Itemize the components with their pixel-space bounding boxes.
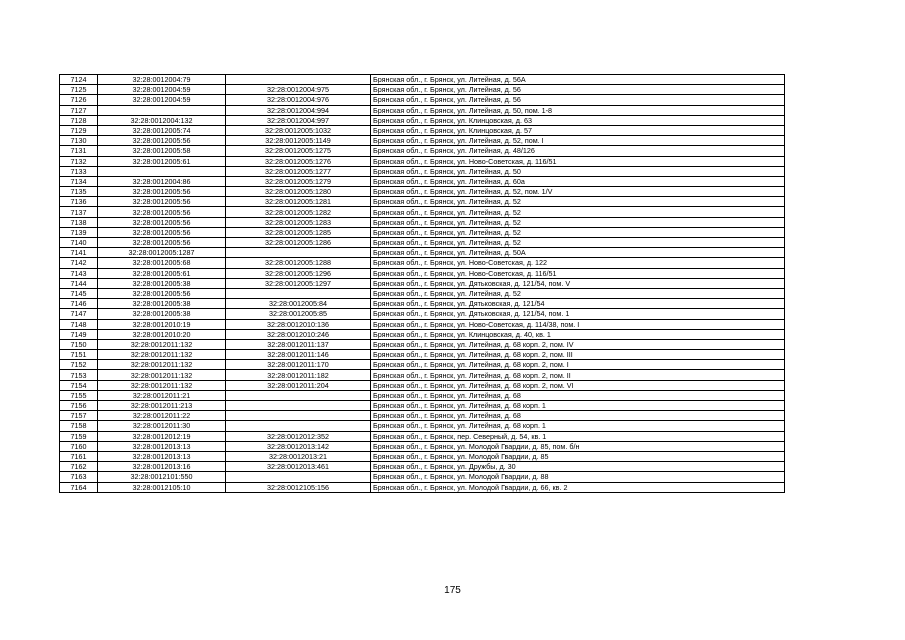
object-cadastral-number-cell: 32:28:0012005:1032 <box>226 125 371 135</box>
address-cell: Брянская обл., г. Брянск, ул. Ново-Советская, д. 114/38, пом. I <box>371 319 785 329</box>
object-cadastral-number-cell: 32:28:0012011:137 <box>226 339 371 349</box>
address-cell: Брянская обл., г. Брянск, ул. Литейная, д. 68 корп. 2, пом. VI <box>371 380 785 390</box>
address-cell: Брянская обл., г. Брянск, ул. Дятьковская, д. 121/54, пом. V <box>371 278 785 288</box>
cadastral-number-cell: 32:28:0012011:132 <box>98 339 226 349</box>
row-number-cell: 7164 <box>60 482 98 492</box>
table-row <box>60 105 785 115</box>
row-number-cell: 7143 <box>60 268 98 278</box>
address-cell: Брянская обл., г. Брянск, ул. Литейная, д. 68 корп. 2, пом. II <box>371 370 785 380</box>
table-row <box>60 309 785 319</box>
cadastral-number-cell: 32:28:0012005:68 <box>98 258 226 268</box>
cadastral-number-cell: 32:28:0012005:58 <box>98 146 226 156</box>
object-cadastral-number-cell: 32:28:0012011:146 <box>226 350 371 360</box>
cadastral-number-cell: 32:28:0012005:56 <box>98 238 226 248</box>
cadastral-number-cell: 32:28:0012013:16 <box>98 462 226 472</box>
table-row <box>60 248 785 258</box>
address-cell: Брянская обл., г. Брянск, ул. Литейная, д. 68 корп. 1 <box>371 401 785 411</box>
object-cadastral-number-cell: 32:28:0012005:1297 <box>226 278 371 288</box>
table-row <box>60 288 785 298</box>
row-number-cell: 7155 <box>60 390 98 400</box>
row-number-cell: 7137 <box>60 207 98 217</box>
object-cadastral-number-cell <box>226 75 371 85</box>
registry-table <box>59 74 785 493</box>
object-cadastral-number-cell: 32:28:0012011:204 <box>226 380 371 390</box>
cadastral-number-cell: 32:28:0012005:1287 <box>98 248 226 258</box>
table-row <box>60 482 785 492</box>
cadastral-number-cell: 32:28:0012011:132 <box>98 370 226 380</box>
table-row <box>60 411 785 421</box>
cadastral-number-cell: 32:28:0012005:56 <box>98 207 226 217</box>
table-row <box>60 299 785 309</box>
address-cell: Брянская обл., г. Брянск, ул. Литейная, д. 60а <box>371 176 785 186</box>
address-cell: Брянская обл., г. Брянск, ул. Ново-Советская, д. 116/51 <box>371 156 785 166</box>
address-cell: Брянская обл., г. Брянск, ул. Литейная, д. 50, пом. 1-8 <box>371 105 785 115</box>
address-cell: Брянская обл., г. Брянск, ул. Литейная, д. 48/126 <box>371 146 785 156</box>
row-number-cell: 7148 <box>60 319 98 329</box>
object-cadastral-number-cell: 32:28:0012005:1149 <box>226 136 371 146</box>
address-cell: Брянская обл., г. Брянск, ул. Литейная, д. 56 <box>371 95 785 105</box>
address-cell: Брянская обл., г. Брянск, ул. Литейная, д. 68 корп. 2, пом. III <box>371 350 785 360</box>
cadastral-number-cell: 32:28:0012010:19 <box>98 319 226 329</box>
table-row <box>60 187 785 197</box>
object-cadastral-number-cell <box>226 472 371 482</box>
object-cadastral-number-cell: 32:28:0012005:1283 <box>226 217 371 227</box>
object-cadastral-number-cell <box>226 390 371 400</box>
object-cadastral-number-cell: 32:28:0012005:1286 <box>226 238 371 248</box>
address-cell: Брянская обл., г. Брянск, ул. Литейная, д. 56А <box>371 75 785 85</box>
row-number-cell: 7126 <box>60 95 98 105</box>
cadastral-number-cell: 32:28:0012011:22 <box>98 411 226 421</box>
cadastral-number-cell: 32:28:0012013:13 <box>98 451 226 461</box>
cadastral-number-cell <box>98 166 226 176</box>
row-number-cell: 7161 <box>60 451 98 461</box>
row-number-cell: 7135 <box>60 187 98 197</box>
cadastral-number-cell: 32:28:0012005:38 <box>98 309 226 319</box>
row-number-cell: 7136 <box>60 197 98 207</box>
object-cadastral-number-cell <box>226 411 371 421</box>
table-row <box>60 258 785 268</box>
row-number-cell: 7159 <box>60 431 98 441</box>
address-cell: Брянская обл., г. Брянск, ул. Клинцовская, д. 63 <box>371 115 785 125</box>
cadastral-number-cell: 32:28:0012012:19 <box>98 431 226 441</box>
row-number-cell: 7149 <box>60 329 98 339</box>
object-cadastral-number-cell: 32:28:0012013:461 <box>226 462 371 472</box>
object-cadastral-number-cell: 32:28:0012005:1288 <box>226 258 371 268</box>
object-cadastral-number-cell: 32:28:0012005:1276 <box>226 156 371 166</box>
row-number-cell: 7151 <box>60 350 98 360</box>
address-cell: Брянская обл., г. Брянск, ул. Литейная, д. 50А <box>371 248 785 258</box>
cadastral-number-cell <box>98 105 226 115</box>
address-cell: Брянская обл., г. Брянск, ул. Дятьковская, д. 121/54 <box>371 299 785 309</box>
address-cell: Брянская обл., г. Брянск, ул. Литейная, д. 68 корп. 2, пом. IV <box>371 339 785 349</box>
row-number-cell: 7138 <box>60 217 98 227</box>
cadastral-number-cell: 32:28:0012005:74 <box>98 125 226 135</box>
cadastral-number-cell: 32:28:0012005:56 <box>98 197 226 207</box>
table-row <box>60 278 785 288</box>
object-cadastral-number-cell: 32:28:0012011:170 <box>226 360 371 370</box>
table-row <box>60 85 785 95</box>
object-cadastral-number-cell: 32:28:0012005:1279 <box>226 176 371 186</box>
row-number-cell: 7157 <box>60 411 98 421</box>
cadastral-number-cell: 32:28:0012005:56 <box>98 227 226 237</box>
row-number-cell: 7146 <box>60 299 98 309</box>
page-number: 175 <box>444 585 461 596</box>
table-row <box>60 390 785 400</box>
table-row <box>60 115 785 125</box>
table-row <box>60 207 785 217</box>
row-number-cell: 7125 <box>60 85 98 95</box>
row-number-cell: 7141 <box>60 248 98 258</box>
address-cell: Брянская обл., г. Брянск, ул. Литейная, д. 52 <box>371 207 785 217</box>
cadastral-number-cell: 32:28:0012011:132 <box>98 350 226 360</box>
object-cadastral-number-cell: 32:28:0012005:85 <box>226 309 371 319</box>
table-row <box>60 451 785 461</box>
address-cell: Брянская обл., г. Брянск, ул. Литейная, д. 52, пом. 1/V <box>371 187 785 197</box>
cadastral-number-cell: 32:28:0012005:56 <box>98 187 226 197</box>
address-cell: Брянская обл., г. Брянск, ул. Литейная, д. 50 <box>371 166 785 176</box>
table-row <box>60 401 785 411</box>
table-row <box>60 360 785 370</box>
address-cell: Брянская обл., г. Брянск, ул. Молодой Гвардии, д. 66, кв. 2 <box>371 482 785 492</box>
object-cadastral-number-cell: 32:28:0012004:975 <box>226 85 371 95</box>
cadastral-number-cell: 32:28:0012004:79 <box>98 75 226 85</box>
cadastral-number-cell: 32:28:0012005:56 <box>98 136 226 146</box>
row-number-cell: 7144 <box>60 278 98 288</box>
object-cadastral-number-cell: 32:28:0012010:136 <box>226 319 371 329</box>
object-cadastral-number-cell <box>226 421 371 431</box>
row-number-cell: 7132 <box>60 156 98 166</box>
table-row <box>60 370 785 380</box>
address-cell: Брянская обл., г. Брянск, ул. Клинцовская, д. 40, кв. 1 <box>371 329 785 339</box>
row-number-cell: 7139 <box>60 227 98 237</box>
table-row <box>60 238 785 248</box>
table-row <box>60 472 785 482</box>
object-cadastral-number-cell <box>226 248 371 258</box>
address-cell: Брянская обл., г. Брянск, ул. Молодой Гвардии, д. 85, пом. б/н <box>371 441 785 451</box>
row-number-cell: 7156 <box>60 401 98 411</box>
address-cell: Брянская обл., г. Брянск, ул. Дятьковская, д. 121/54, пом. 1 <box>371 309 785 319</box>
row-number-cell: 7147 <box>60 309 98 319</box>
address-cell: Брянская обл., г. Брянск, ул. Ново-Советская, д. 122 <box>371 258 785 268</box>
address-cell: Брянская обл., г. Брянск, ул. Литейная, д. 52 <box>371 238 785 248</box>
table-row <box>60 268 785 278</box>
row-number-cell: 7133 <box>60 166 98 176</box>
table-row <box>60 125 785 135</box>
row-number-cell: 7153 <box>60 370 98 380</box>
row-number-cell: 7163 <box>60 472 98 482</box>
cadastral-number-cell: 32:28:0012005:56 <box>98 217 226 227</box>
table-row <box>60 431 785 441</box>
row-number-cell: 7152 <box>60 360 98 370</box>
cadastral-number-cell: 32:28:0012005:38 <box>98 278 226 288</box>
table-row <box>60 197 785 207</box>
cadastral-number-cell: 32:28:0012005:61 <box>98 156 226 166</box>
address-cell: Брянская обл., г. Брянск, ул. Ново-Советская, д. 116/51 <box>371 268 785 278</box>
row-number-cell: 7124 <box>60 75 98 85</box>
table-row <box>60 227 785 237</box>
cadastral-number-cell: 32:28:0012005:38 <box>98 299 226 309</box>
object-cadastral-number-cell: 32:28:0012005:1280 <box>226 187 371 197</box>
object-cadastral-number-cell: 32:28:0012005:1282 <box>226 207 371 217</box>
row-number-cell: 7142 <box>60 258 98 268</box>
address-cell: Брянская обл., г. Брянск, пер. Северный, д. 54, кв. 1 <box>371 431 785 441</box>
registry-table-body <box>60 75 785 493</box>
table-row <box>60 350 785 360</box>
object-cadastral-number-cell: 32:28:0012012:352 <box>226 431 371 441</box>
row-number-cell: 7134 <box>60 176 98 186</box>
address-cell: Брянская обл., г. Брянск, ул. Литейная, д. 52 <box>371 217 785 227</box>
cadastral-number-cell: 32:28:0012005:56 <box>98 288 226 298</box>
object-cadastral-number-cell: 32:28:0012005:84 <box>226 299 371 309</box>
cadastral-number-cell: 32:28:0012011:30 <box>98 421 226 431</box>
object-cadastral-number-cell: 32:28:0012005:1275 <box>226 146 371 156</box>
cadastral-number-cell: 32:28:0012004:132 <box>98 115 226 125</box>
object-cadastral-number-cell: 32:28:0012005:1285 <box>226 227 371 237</box>
object-cadastral-number-cell: 32:28:0012011:182 <box>226 370 371 380</box>
row-number-cell: 7154 <box>60 380 98 390</box>
object-cadastral-number-cell: 32:28:0012013:142 <box>226 441 371 451</box>
row-number-cell: 7150 <box>60 339 98 349</box>
address-cell: Брянская обл., г. Брянск, ул. Литейная, д. 68 <box>371 390 785 400</box>
address-cell: Брянская обл., г. Брянск, ул. Литейная, д. 56 <box>371 85 785 95</box>
object-cadastral-number-cell <box>226 288 371 298</box>
cadastral-number-cell: 32:28:0012101:550 <box>98 472 226 482</box>
row-number-cell: 7129 <box>60 125 98 135</box>
object-cadastral-number-cell: 32:28:0012013:21 <box>226 451 371 461</box>
cadastral-number-cell: 32:28:0012004:59 <box>98 95 226 105</box>
table-row <box>60 176 785 186</box>
object-cadastral-number-cell: 32:28:0012004:994 <box>226 105 371 115</box>
cadastral-number-cell: 32:28:0012010:20 <box>98 329 226 339</box>
cadastral-number-cell: 32:28:0012011:132 <box>98 380 226 390</box>
object-cadastral-number-cell: 32:28:0012005:1277 <box>226 166 371 176</box>
cadastral-number-cell: 32:28:0012013:13 <box>98 441 226 451</box>
address-cell: Брянская обл., г. Брянск, ул. Литейная, д. 68 корп. 1 <box>371 421 785 431</box>
cadastral-number-cell: 32:28:0012011:213 <box>98 401 226 411</box>
address-cell: Брянская обл., г. Брянск, ул. Литейная, д. 52 <box>371 227 785 237</box>
address-cell: Брянская обл., г. Брянск, ул. Литейная, д. 68 <box>371 411 785 421</box>
table-row <box>60 339 785 349</box>
object-cadastral-number-cell: 32:28:0012005:1296 <box>226 268 371 278</box>
cadastral-number-cell: 32:28:0012004:59 <box>98 85 226 95</box>
table-row <box>60 136 785 146</box>
address-cell: Брянская обл., г. Брянск, ул. Клинцовская, д. 57 <box>371 125 785 135</box>
row-number-cell: 7162 <box>60 462 98 472</box>
address-cell: Брянская обл., г. Брянск, ул. Литейная, д. 52, пом. I <box>371 136 785 146</box>
table-row <box>60 421 785 431</box>
cadastral-number-cell: 32:28:0012011:132 <box>98 360 226 370</box>
object-cadastral-number-cell: 32:28:0012005:1281 <box>226 197 371 207</box>
table-row <box>60 146 785 156</box>
table-row <box>60 462 785 472</box>
row-number-cell: 7131 <box>60 146 98 156</box>
address-cell: Брянская обл., г. Брянск, ул. Литейная, д. 52 <box>371 288 785 298</box>
address-cell: Брянская обл., г. Брянск, ул. Литейная, д. 68 корп. 2, пом. I <box>371 360 785 370</box>
address-cell: Брянская обл., г. Брянск, ул. Литейная, д. 52 <box>371 197 785 207</box>
table-row <box>60 217 785 227</box>
cadastral-number-cell: 32:28:0012004:86 <box>98 176 226 186</box>
row-number-cell: 7140 <box>60 238 98 248</box>
object-cadastral-number-cell: 32:28:0012004:997 <box>226 115 371 125</box>
object-cadastral-number-cell <box>226 401 371 411</box>
table-row <box>60 166 785 176</box>
cadastral-number-cell: 32:28:0012005:61 <box>98 268 226 278</box>
row-number-cell: 7130 <box>60 136 98 146</box>
table-row <box>60 319 785 329</box>
cadastral-number-cell: 32:28:0012105:10 <box>98 482 226 492</box>
table-row <box>60 380 785 390</box>
table-row <box>60 156 785 166</box>
address-cell: Брянская обл., г. Брянск, ул. Молодой Гвардии, д. 88 <box>371 472 785 482</box>
row-number-cell: 7160 <box>60 441 98 451</box>
row-number-cell: 7127 <box>60 105 98 115</box>
address-cell: Брянская обл., г. Брянск, ул. Дружбы, д. 30 <box>371 462 785 472</box>
table-row <box>60 329 785 339</box>
row-number-cell: 7145 <box>60 288 98 298</box>
object-cadastral-number-cell: 32:28:0012010:246 <box>226 329 371 339</box>
object-cadastral-number-cell: 32:28:0012105:156 <box>226 482 371 492</box>
row-number-cell: 7128 <box>60 115 98 125</box>
table-row <box>60 441 785 451</box>
cadastral-number-cell: 32:28:0012011:21 <box>98 390 226 400</box>
row-number-cell: 7158 <box>60 421 98 431</box>
table-row <box>60 75 785 85</box>
table-row <box>60 95 785 105</box>
address-cell: Брянская обл., г. Брянск, ул. Молодой Гвардии, д. 85 <box>371 451 785 461</box>
object-cadastral-number-cell: 32:28:0012004:976 <box>226 95 371 105</box>
